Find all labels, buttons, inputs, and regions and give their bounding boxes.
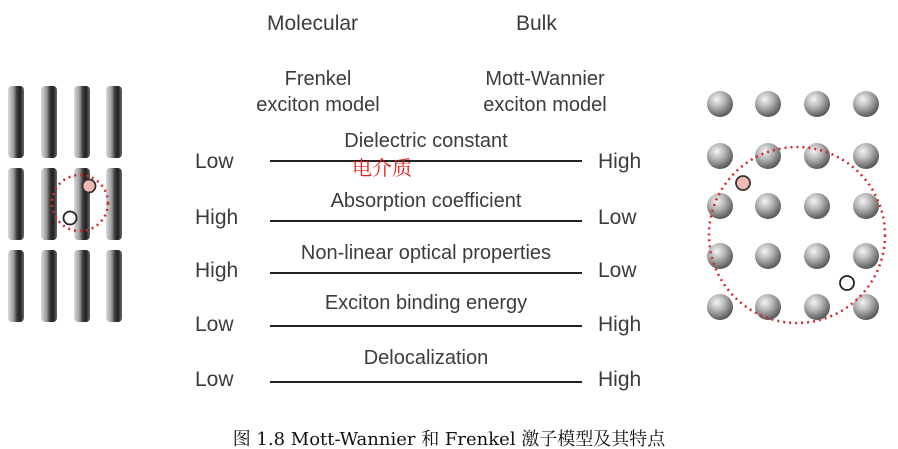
bulk-lattice-illustration: [690, 80, 890, 340]
lattice-atom: [804, 91, 830, 117]
molecule-rod: [74, 250, 90, 322]
property-scale-line: [270, 381, 582, 383]
frenkel-model-line-2: exciton model: [256, 94, 380, 116]
molecule-rod: [106, 250, 122, 322]
molecule-rod: [8, 168, 24, 240]
property-right-value: Low: [598, 206, 637, 229]
property-left-value: High: [195, 206, 239, 229]
lattice-atom: [755, 243, 781, 269]
property-right-value: High: [598, 313, 642, 336]
lattice-atom: [707, 243, 733, 269]
property-right-value: High: [598, 150, 642, 173]
molecule-rod: [8, 250, 24, 322]
property-name: Exciton binding energy: [324, 292, 528, 314]
molecule-rod: [106, 86, 122, 158]
property-left-value: High: [195, 259, 239, 282]
frenkel-model-line-1: Frenkel: [284, 68, 352, 90]
property-left-value: Low: [195, 313, 234, 336]
molecular-header: Molecular: [267, 12, 359, 35]
hole-marker: [840, 276, 854, 290]
lattice-atom: [707, 91, 733, 117]
lattice-atom: [804, 243, 830, 269]
mott-wannier-model-label: [460, 66, 630, 118]
lattice-atom: [707, 143, 733, 169]
lattice-atom: [853, 294, 879, 320]
figure-caption: 图 1.8 Mott-Wannier 和 Frenkel 激子模型及其特点: [232, 429, 666, 449]
molecule-rod: [41, 86, 57, 158]
lattice-atom: [707, 193, 733, 219]
property-left-value: Low: [195, 368, 234, 391]
property-name: Absorption coefficient: [330, 190, 522, 212]
property-right-value: Low: [598, 259, 637, 282]
lattice-atom: [804, 294, 830, 320]
lattice-atom: [853, 243, 879, 269]
property-name: Non-linear optical properties: [300, 242, 552, 264]
lattice-atom: [804, 193, 830, 219]
lattice-atom: [804, 143, 830, 169]
lattice-atom: [755, 294, 781, 320]
property-left-value: Low: [195, 150, 234, 173]
lattice-atom: [755, 91, 781, 117]
lattice-atom: [853, 143, 879, 169]
electron-marker: [736, 176, 750, 190]
property-scale-line: [270, 160, 582, 162]
lattice-atom: [755, 193, 781, 219]
property-name: Dielectric constant: [344, 130, 508, 152]
frenkel-model-label: [238, 66, 398, 118]
hole-marker: [64, 212, 77, 225]
property-scale-line: [270, 272, 582, 274]
molecular-lattice-illustration: [0, 0, 160, 360]
molecule-rod: [41, 250, 57, 322]
molecule-rods: [8, 86, 122, 322]
lattice-atom: [853, 91, 879, 117]
lattice-atom: [707, 294, 733, 320]
property-scale-line: [270, 220, 582, 222]
property-scale-line: [270, 325, 582, 327]
property-right-value: High: [598, 368, 642, 391]
molecule-rod: [41, 168, 57, 240]
mott-wannier-model-line-2: exciton model: [483, 94, 607, 116]
molecule-rod: [8, 86, 24, 158]
lattice-atom: [755, 143, 781, 169]
electron-marker: [83, 180, 96, 193]
lattice-atom: [853, 193, 879, 219]
bulk-header: Bulk: [516, 12, 557, 35]
dielectric-annotation: 电介质: [352, 156, 412, 180]
mott-wannier-model-line-1: Mott-Wannier: [485, 68, 605, 90]
property-name: Delocalization: [363, 347, 489, 369]
molecule-rod: [74, 86, 90, 158]
